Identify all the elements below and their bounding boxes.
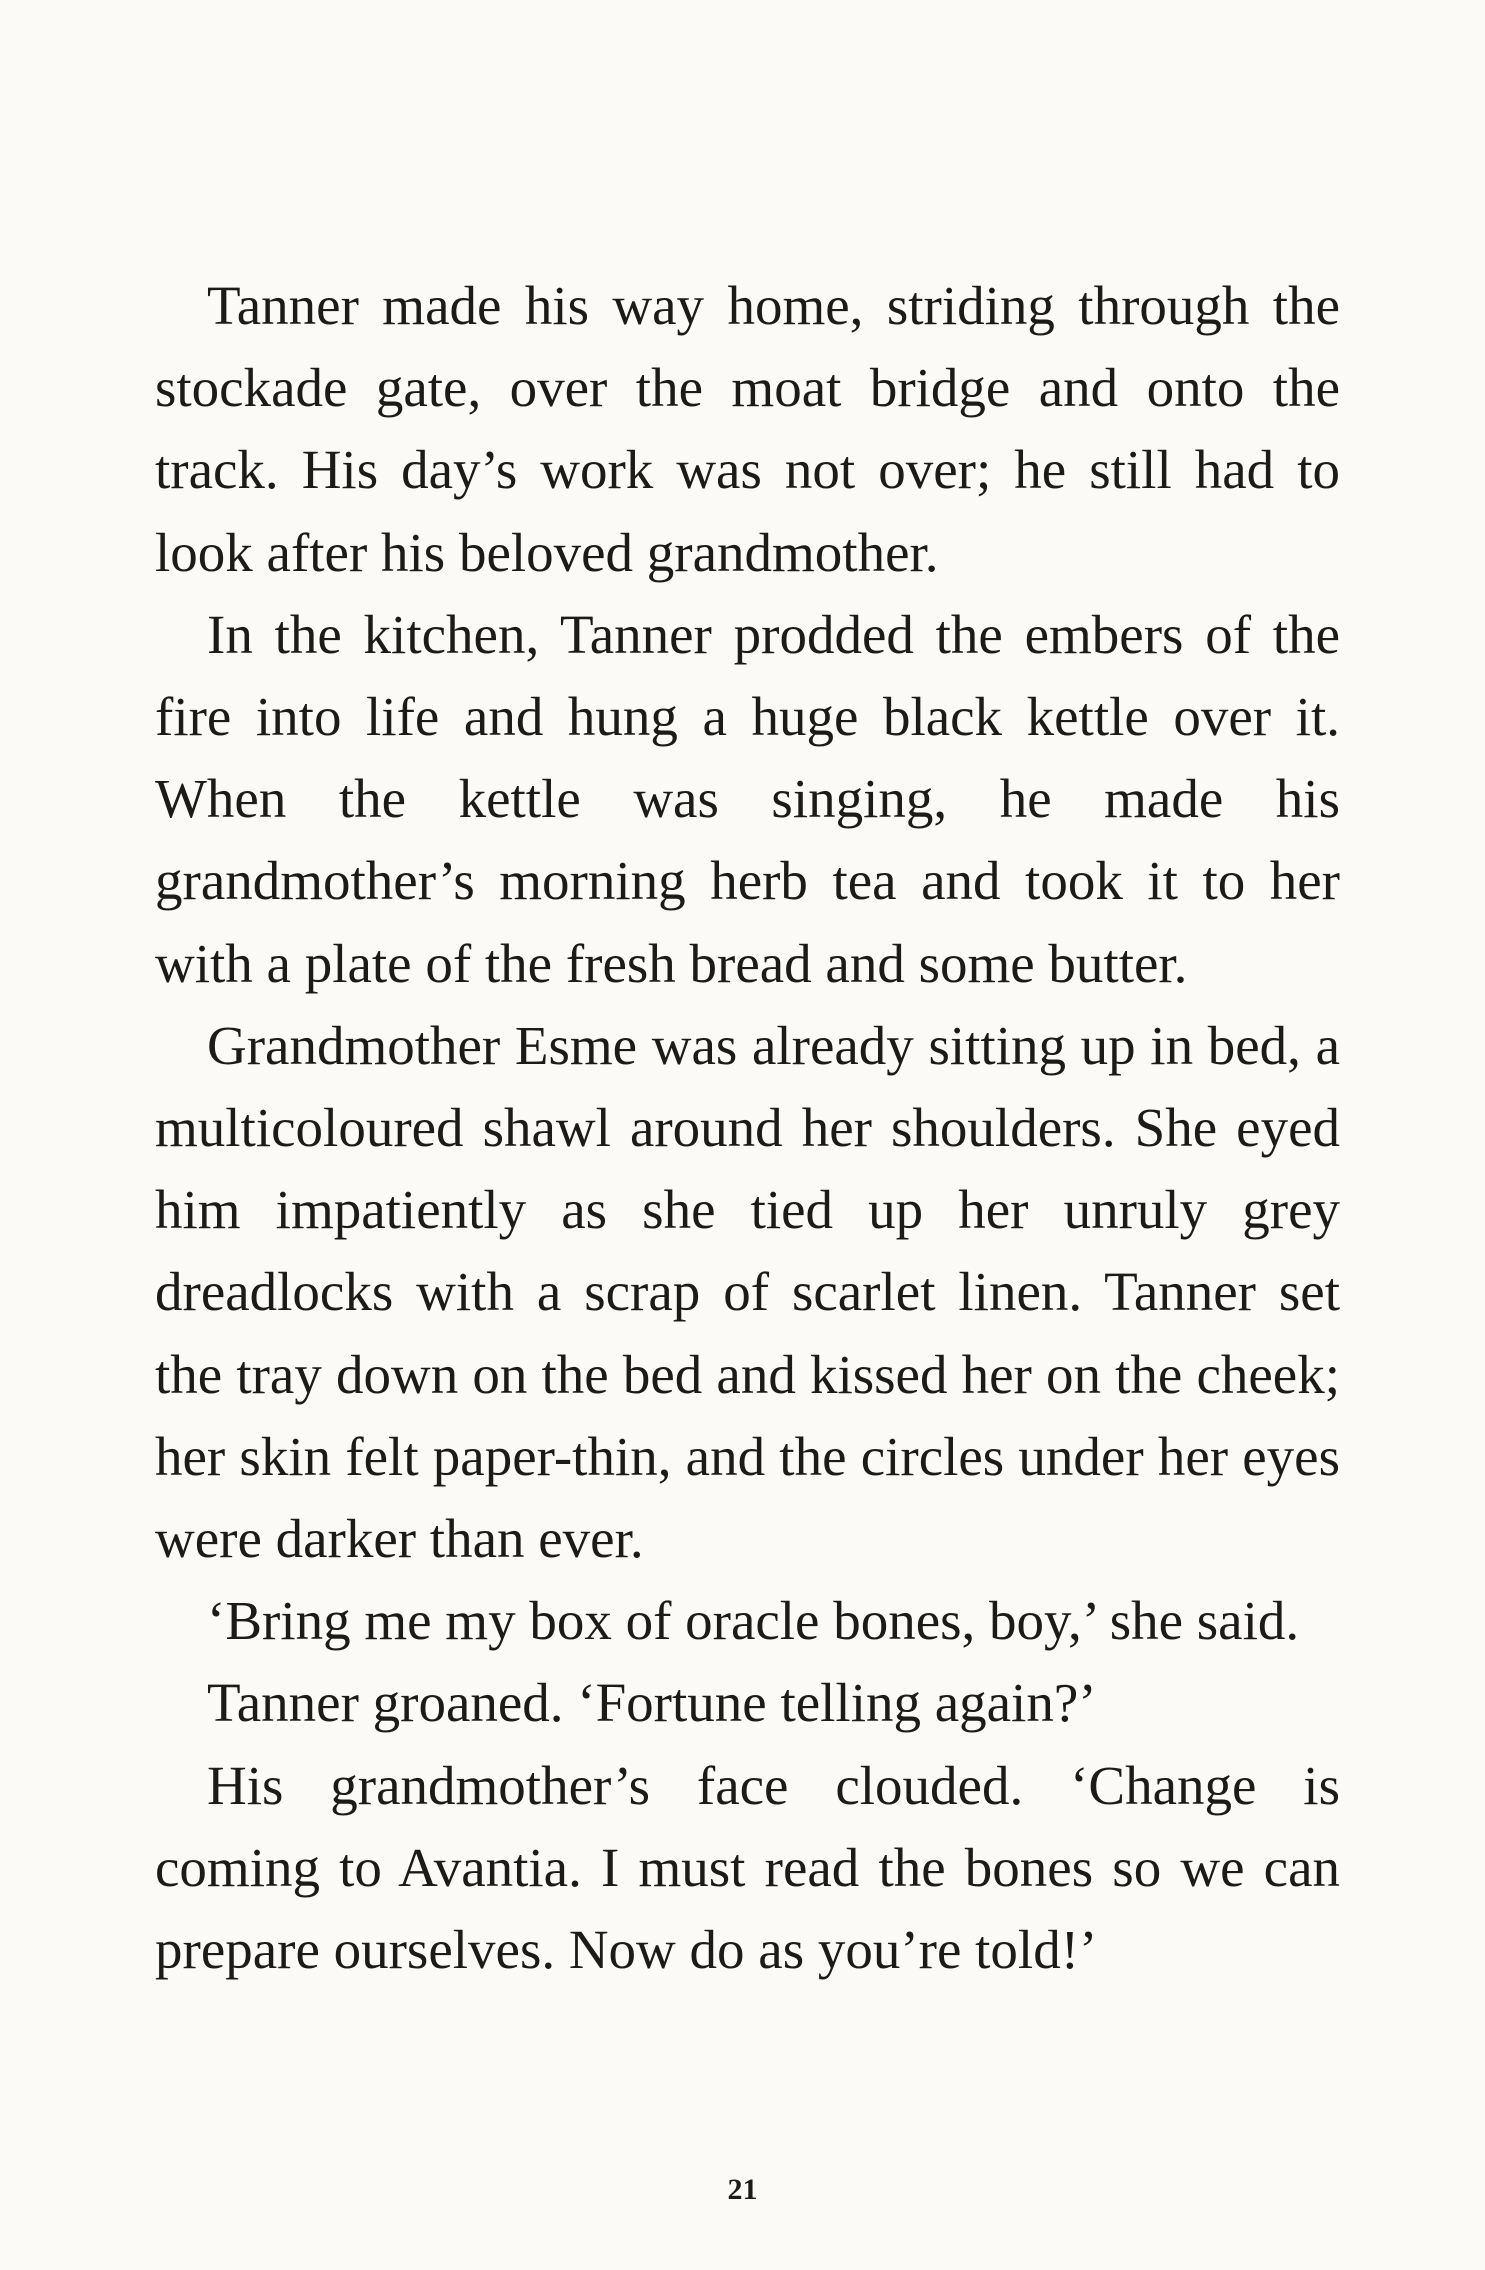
paragraph-6: His grandmother’s face clouded. ‘Change is coming to Avantia. I must read the bones so we can prepare ourselves. Now do as you’re told!’ (155, 1754, 1340, 1981)
paragraph-5: Tanner groaned. ‘Fortune telling again?’ (207, 1672, 1097, 1734)
paragraph-1: Tanner made his way home, striding through the stockade gate, over the moat bridge and onto the track. His day’s work was not over; he still had to look after his beloved grandmother. (155, 275, 1340, 583)
body-text (155, 265, 1340, 1991)
paragraph-4: ‘Bring me my box of oracle bones, boy,’ she said. (207, 1590, 1300, 1652)
paragraph-3: Grandmother Esme was already sitting up in bed, a multicoloured shawl around her shoulders. She eyed him impatiently as she tied up her unruly grey dreadlocks with a scrap of scarlet linen. Tanner set the tray down on the bed and kissed her on the cheek; her skin felt paper-thin, and the circles under her eyes were darker than ever. (155, 1014, 1340, 1570)
page-number: 21 (727, 2173, 758, 2206)
paragraph-2: In the kitchen, Tanner prodded the embers of the fire into life and hung a huge black kettle over it. When the kettle was singing, he made his grandmother’s morning herb tea and took it to her with a plate of the fresh bread and some butter. (155, 603, 1340, 994)
